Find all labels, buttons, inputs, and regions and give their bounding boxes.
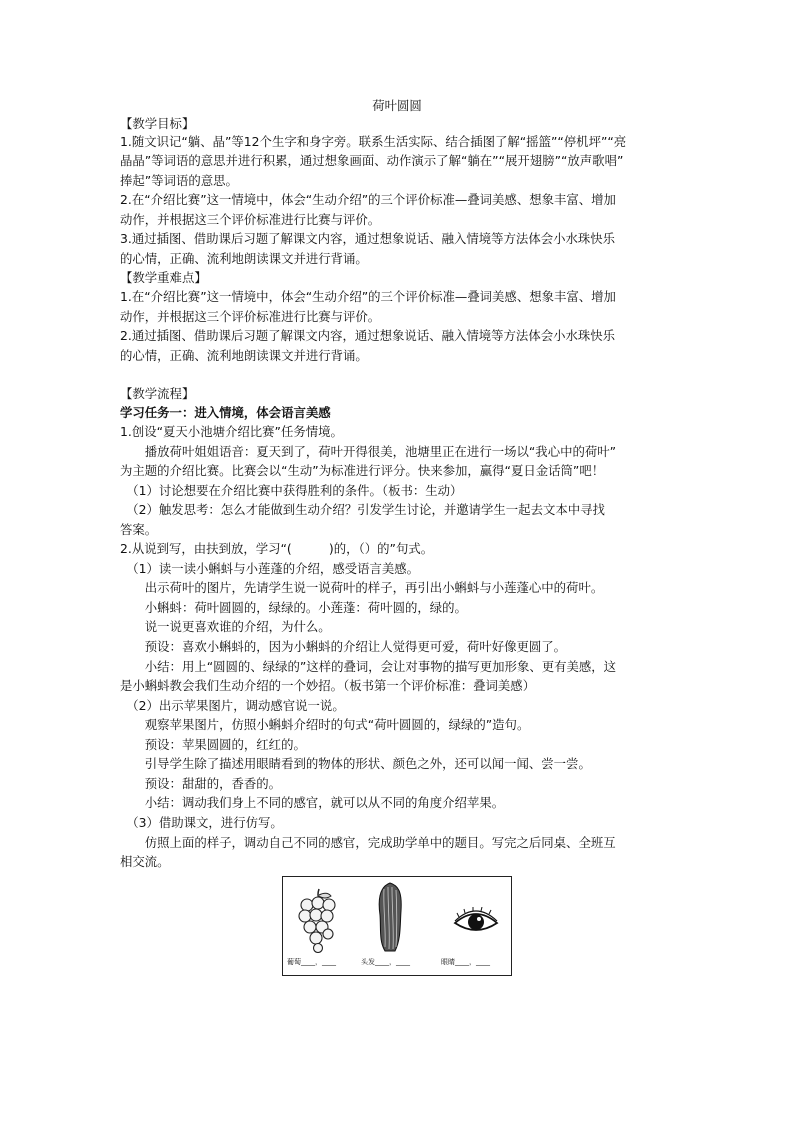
text-line: 仿照上面的样子，调动自己不同的感官，完成助学单中的题目。写完之后同桌、全班互 (120, 835, 616, 850)
text-line: （2）出示苹果图片，调动感官说一说。 (120, 698, 345, 713)
text-line: 出示荷叶的图片，先请学生说一说荷叶的样子，再引出小蝌蚪与小莲蓬心中的荷叶。 (120, 580, 604, 595)
text-line: 为主题的介绍比赛。比赛会以“生动”为标准进行评分。快来参加，赢得“夏日金话筒”吧！ (120, 463, 605, 478)
text-line: 小结：调动我们身上不同的感官，就可以从不同的角度介绍苹果。 (120, 795, 505, 810)
text-line: 预设：苹果圆圆的，红红的。 (120, 737, 306, 752)
text-line: 2.从说到写，由扶到放，学习“( )的，（）的”句式。 (120, 541, 434, 556)
worksheet-figure (282, 876, 512, 976)
text-line: 动作，并根据这三个评价标准进行比赛与评价。 (120, 309, 381, 324)
text-line: （3）借助课文，进行仿写。 (120, 815, 283, 830)
eye-icon (451, 907, 501, 937)
grapes-icon (297, 887, 339, 953)
text-line: 动作，并根据这三个评价标准进行比赛与评价。 (120, 212, 381, 227)
caption-hair: 头发____，____ (361, 958, 410, 966)
hair-icon (375, 881, 405, 953)
text-line: 说一说更喜欢谁的介绍，为什么。 (120, 619, 331, 634)
text-line: 的心情，正确、流利地朗读课文并进行背诵。 (120, 251, 368, 266)
text-line: 播放荷叶姐姐语音：夏天到了，荷叶开得很美，池塘里正在进行一场以“我心中的荷叶” (120, 444, 617, 459)
section-heading-key-points: 【教学重难点】 (120, 270, 207, 285)
text-line: 预设：喜欢小蝌蚪的，因为小蝌蚪的介绍让人觉得更可爱，荷叶好像更圆了。 (120, 639, 567, 654)
text-line: 预设：甜甜的，香香的。 (120, 776, 282, 791)
text-line: 1.在“介绍比赛”这一情境中，体会“生动介绍”的三个评价标准—叠词美感、想象丰富、增加 (120, 289, 616, 304)
text-line: 2.在“介绍比赛”这一情境中，体会“生动介绍”的三个评价标准—叠词美感、想象丰富、增加 (120, 192, 616, 207)
task-heading: 学习任务一：进入情境，体会语言美感 (120, 405, 331, 420)
page-title: 荷叶圆圆 (372, 98, 422, 113)
text-line: 引导学生除了描述用眼睛看到的物体的形状、颜色之外，还可以闻一闻、尝一尝。 (120, 756, 591, 771)
text-line: 1.创设“夏天小池塘介绍比赛”任务情境。 (120, 424, 343, 439)
caption-grapes: 葡萄____，____ (287, 958, 336, 966)
text-line: 晶晶”等词语的意思并进行积累，通过想象画面、动作演示了解“躺在”“展开翅膀”“放声歌唱” (120, 153, 624, 168)
section-heading-objectives: 【教学目标】 (120, 116, 195, 131)
text-line: 观察苹果图片，仿照小蝌蚪介绍时的句式“荷叶圆圆的，绿绿的”造句。 (120, 717, 530, 732)
text-line: 相交流。 (120, 854, 170, 869)
text-line: 小蝌蚪：荷叶圆圆的，绿绿的。小莲蓬：荷叶圆的，绿的。 (120, 600, 467, 615)
text-line: （1）讨论想要在介绍比赛中获得胜利的条件。（板书：生动） (120, 483, 463, 498)
text-line: 捧起”等词语的意思。 (120, 173, 238, 188)
text-line: 是小蝌蚪教会我们生动介绍的一个妙招。（板书第一个评价标准：叠词美感） (120, 678, 536, 693)
caption-eyes: 眼睛____，____ (441, 958, 490, 966)
section-heading-process: 【教学流程】 (120, 386, 195, 401)
text-line: 1.随文识记“躺、晶”等12个生字和身字旁。联系生活实际、结合插图了解“摇篮”“停机坪”“亮 (120, 134, 627, 149)
text-line: （1）读一读小蝌蚪与小莲蓬的介绍，感受语言美感。 (120, 561, 420, 576)
text-line: 小结：用上“圆圆的、绿绿的”这样的叠词，会让对事物的描写更加形象、更有美感，这 (120, 659, 617, 674)
text-line: 答案。 (120, 522, 158, 537)
text-line: （2）触发思考：怎么才能做到生动介绍？引发学生讨论，并邀请学生一起去文本中寻找 (120, 502, 605, 517)
text-line: 2.通过插图、借助课后习题了解课文内容，通过想象说话、融入情境等方法体会小水珠快乐 (120, 328, 616, 343)
text-line: 3.通过插图、借助课后习题了解课文内容，通过想象说话、融入情境等方法体会小水珠快乐 (120, 231, 616, 246)
text-line: 的心情，正确、流利地朗读课文并进行背诵。 (120, 348, 368, 363)
